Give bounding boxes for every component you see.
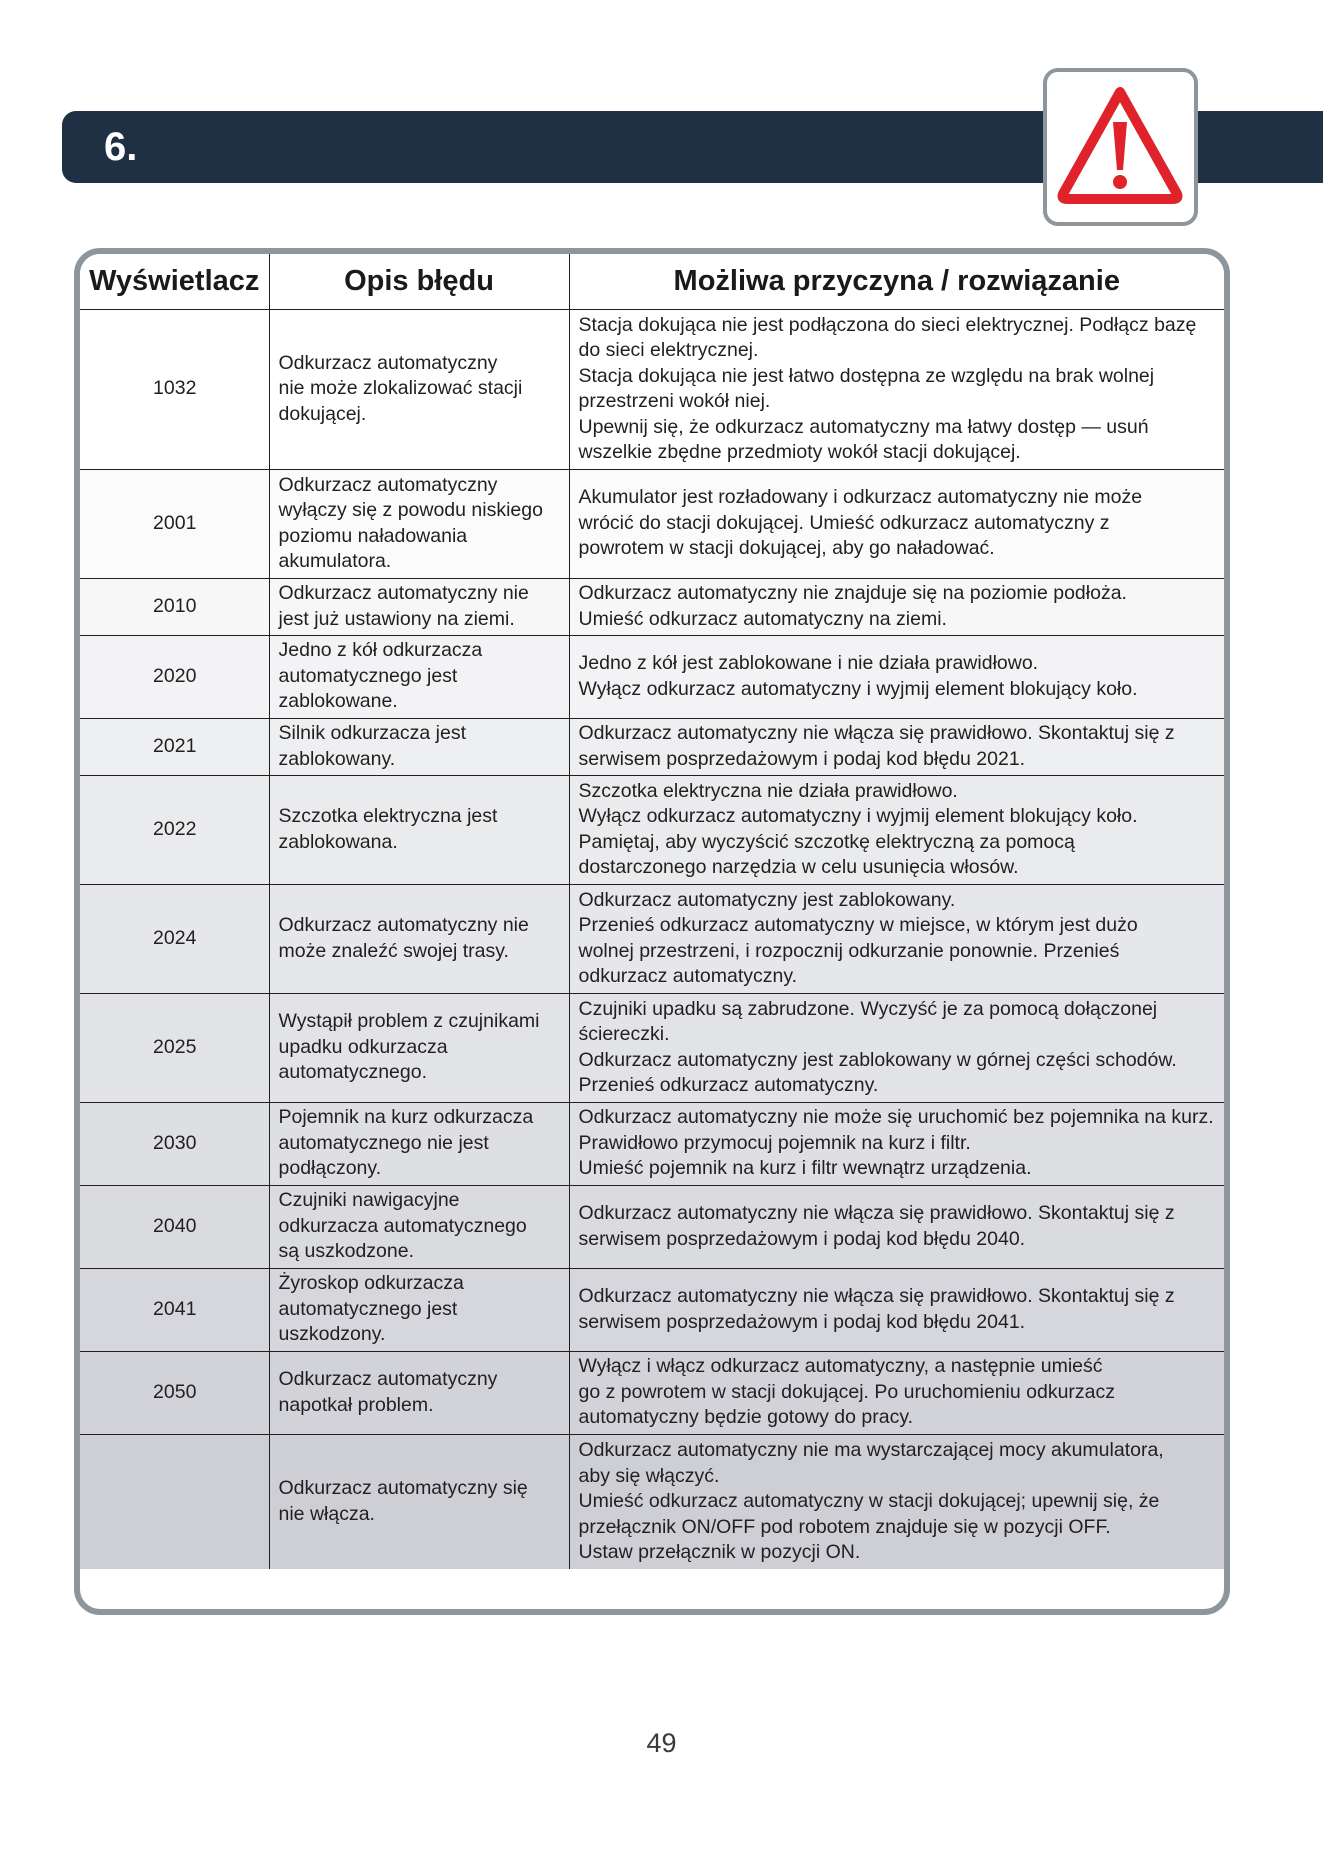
column-header-display: Wyświetlacz	[80, 254, 269, 309]
solution-cell: Odkurzacz automatyczny jest zablokowany. Przenieś odkurzacz automatyczny w miejsce, w którym jest dużo wolnej przestrzeni, i rozpocznij odkurzanie ponownie. Przenieś odkurzacz automatyczny.	[569, 884, 1224, 993]
warning-icon-box	[1043, 68, 1198, 226]
warning-triangle-icon	[1055, 78, 1186, 216]
solution-cell: Jedno z kół jest zablokowane i nie działa prawidłowo. Wyłącz odkurzacz automatyczny i wyjmij element blokujący koło.	[569, 635, 1224, 718]
error-code-cell	[80, 1434, 269, 1569]
error-code-cell: 2040	[80, 1185, 269, 1268]
solution-cell: Wyłącz i włącz odkurzacz automatyczny, a następnie umieść go z powrotem w stacji dokującej. Po uruchomieniu odkurzacz automatyczny będzie gotowy do pracy.	[569, 1351, 1224, 1434]
error-code-cell: 2030	[80, 1102, 269, 1185]
table-row	[80, 635, 1224, 718]
table-row	[80, 884, 1224, 993]
solution-cell: Odkurzacz automatyczny nie ma wystarczającej mocy akumulatora, aby się włączyć. Umieść odkurzacz automatyczny w stacji dokującej; upewnij się, że przełącznik ON/OFF pod robotem znajduje się w pozycji OFF. Ustaw przełącznik w pozycji ON.	[578, 1439, 1164, 1563]
error-description-cell: Szczotka elektryczna jest zablokowana.	[269, 775, 569, 884]
solution-cell: Odkurzacz automatyczny nie może się uruchomić bez pojemnika na kurz. Prawidłowo przymocuj pojemnik na kurz i filtr. Umieść pojemnik na kurz i filtr wewnątrz urządzenia.	[569, 1102, 1224, 1185]
error-description-cell: Odkurzacz automatyczny się nie włącza.	[269, 1434, 569, 1569]
table-row	[80, 718, 1224, 775]
error-description-cell: Odkurzacz automatyczny nie jest już ustawiony na ziemi.	[269, 578, 569, 635]
table-row	[80, 469, 1224, 578]
section-number: 6.	[104, 125, 138, 169]
error-description-cell: Odkurzacz automatyczny wyłączy się z powodu niskiego poziomu naładowania akumulatora.	[269, 469, 569, 578]
error-description-cell: Wystąpił problem z czujnikami upadku odkurzacza automatycznego.	[269, 993, 569, 1102]
column-header-description: Opis błędu	[269, 254, 569, 309]
solution-cell: Akumulator jest rozładowany i odkurzacz automatyczny nie może wrócić do stacji dokującej. Umieść odkurzacz automatyczny z powrotem w stacji dokującej, aby go naładować.	[569, 469, 1224, 578]
error-code-cell: 2001	[80, 469, 269, 578]
table-row	[80, 1351, 1224, 1434]
error-description-cell: Silnik odkurzacza jest zablokowany.	[269, 718, 569, 775]
error-code-cell: 2010	[80, 578, 269, 635]
error-description-cell: Czujniki nawigacyjne odkurzacza automatycznego są uszkodzone.	[269, 1185, 569, 1268]
table-row	[80, 1185, 1224, 1268]
error-code-cell: 2050	[80, 1351, 269, 1434]
column-header-solution: Możliwa przyczyna / rozwiązanie	[569, 254, 1224, 309]
error-code-cell: 1032	[80, 309, 269, 469]
error-codes-table	[74, 248, 1230, 1615]
error-description-cell: Żyroskop odkurzacza automatycznego jest uszkodzony.	[269, 1268, 569, 1351]
error-code-cell: 2022	[80, 775, 269, 884]
error-description-cell: Odkurzacz automatyczny nie może zlokalizować stacji dokującej.	[269, 309, 569, 469]
page-number: 49	[646, 1728, 677, 1758]
table-row	[80, 1434, 1224, 1569]
error-description-cell: Pojemnik na kurz odkurzacza automatycznego nie jest podłączony.	[269, 1102, 569, 1185]
error-description-cell: Jedno z kół odkurzacza automatycznego jest zablokowane.	[269, 635, 569, 718]
solution-cell: Stacja dokująca nie jest podłączona do sieci elektrycznej. Podłącz bazę do sieci elektrycznej. Stacja dokująca nie jest łatwo dostępna ze względu na brak wolnej przestrzeni wokół niej. Upewnij się, że odkurzacz automatyczny ma łatwy dostęp — usuń wszelkie zbędne przedmioty wokół stacji dokującej.	[569, 309, 1224, 469]
table-row	[80, 1268, 1224, 1351]
error-code-cell: 2041	[80, 1268, 269, 1351]
solution-cell: Czujniki upadku są zabrudzone. Wyczyść je za pomocą dołączonej ściereczki. Odkurzacz automatyczny jest zablokowany w górnej części schodów. Przenieś odkurzacz automatyczny.	[569, 993, 1224, 1102]
table-row	[80, 1102, 1224, 1185]
error-code-cell: 2021	[80, 718, 269, 775]
table-row	[80, 775, 1224, 884]
error-description-cell: Odkurzacz automatyczny nie może znaleźć swojej trasy.	[269, 884, 569, 993]
table-header-row	[80, 254, 1224, 309]
solution-cell: Odkurzacz automatyczny nie włącza się prawidłowo. Skontaktuj się z serwisem posprzedażowym i podaj kod błędu 2041.	[569, 1268, 1224, 1351]
solution-cell: Odkurzacz automatyczny nie włącza się prawidłowo. Skontaktuj się z serwisem posprzedażowym i podaj kod błędu 2021.	[569, 718, 1224, 775]
error-code-cell: 2020	[80, 635, 269, 718]
table-row	[80, 578, 1224, 635]
error-code-cell: 2025	[80, 993, 269, 1102]
solution-cell: Odkurzacz automatyczny nie włącza się prawidłowo. Skontaktuj się z serwisem posprzedażowym i podaj kod błędu 2040.	[569, 1185, 1224, 1268]
error-code-cell: 2024	[80, 884, 269, 993]
table-row	[80, 309, 1224, 469]
solution-cell: Szczotka elektryczna nie działa prawidłowo. Wyłącz odkurzacz automatyczny i wyjmij element blokujący koło. Pamiętaj, aby wyczyścić szczotkę elektryczną za pomocą dostarczonego narzędzia w celu usunięcia włosów.	[569, 775, 1224, 884]
solution-cell: Odkurzacz automatyczny nie znajduje się na poziomie podłoża. Umieść odkurzacz automatyczny na ziemi.	[569, 578, 1224, 635]
error-description-cell: Odkurzacz automatyczny napotkał problem.	[269, 1351, 569, 1434]
table-row	[80, 993, 1224, 1102]
